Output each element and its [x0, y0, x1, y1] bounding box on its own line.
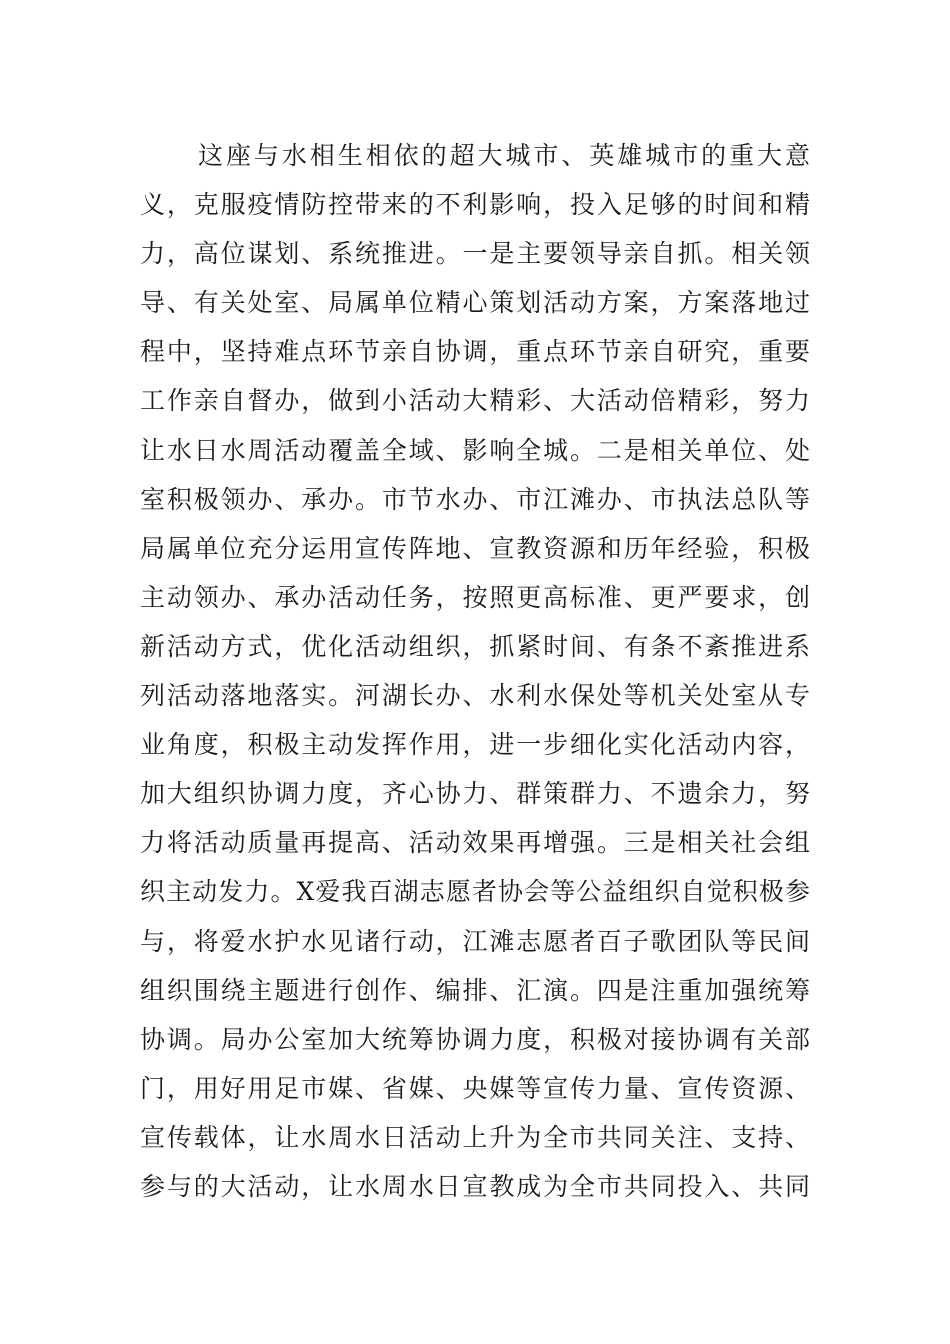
- text-line: 让水日水周活动覆盖全域、影响全城。二是相关单位、处: [140, 435, 810, 465]
- text-line: 组织围绕主题进行创作、编排、汇演。四是注重加强统筹: [140, 975, 810, 1005]
- text-line: 导、有关处室、局属单位精心策划活动方案，方案落地过: [140, 288, 810, 318]
- text-line: 宣传载体，让水周水日活动上升为全市共同关注、支持、: [140, 1122, 810, 1152]
- text-line: 局属单位充分运用宣传阵地、宣教资源和历年经验，积极: [140, 533, 810, 563]
- text-line: 业角度，积极主动发挥作用，进一步细化实化活动内容，: [140, 730, 810, 760]
- text-line: 工作亲自督办，做到小活动大精彩、大活动倍精彩，努力: [140, 386, 810, 416]
- text-line: 力，高位谋划、系统推进。一是主要领导亲自抓。相关领: [140, 239, 810, 269]
- text-line: 程中，坚持难点环节亲自协调，重点环节亲自研究，重要: [140, 337, 810, 367]
- text-line: 这座与水相生相依的超大城市、英雄城市的重大意: [198, 141, 810, 170]
- text-line: 室积极领办、承办。市节水办、市江滩办、市执法总队等: [140, 484, 810, 514]
- text-line: 加大组织协调力度，齐心协力、群策群力、不遗余力，努: [140, 779, 810, 809]
- text-line: 列活动落地落实。河湖长办、水利水保处等机关处室从专: [140, 681, 810, 711]
- text-line: 力将活动质量再提高、活动效果再增强。三是相关社会组: [140, 828, 810, 858]
- body-paragraph: [140, 131, 810, 1211]
- text-line: 主动领办、承办活动任务，按照更高标准、更严要求，创: [140, 582, 810, 612]
- text-line: 新活动方式，优化活动组织，抓紧时间、有条不紊推进系: [140, 631, 810, 661]
- text-line: 与，将爱水护水见诸行动，江滩志愿者百子歌团队等民间: [140, 926, 810, 956]
- text-line: 协调。局办公室加大统筹协调力度，积极对接协调有关部: [140, 1024, 810, 1054]
- text-line: 门，用好用足市媒、省媒、央媒等宣传力量、宣传资源、: [140, 1073, 810, 1103]
- text-line: 参与的大活动，让水周水日宣教成为全市共同投入、共同: [140, 1171, 810, 1201]
- text-line: 义，克服疫情防控带来的不利影响，投入足够的时间和精: [140, 190, 810, 220]
- text-line: 织主动发力。X爱我百湖志愿者协会等公益组织自觉积极参: [140, 877, 810, 907]
